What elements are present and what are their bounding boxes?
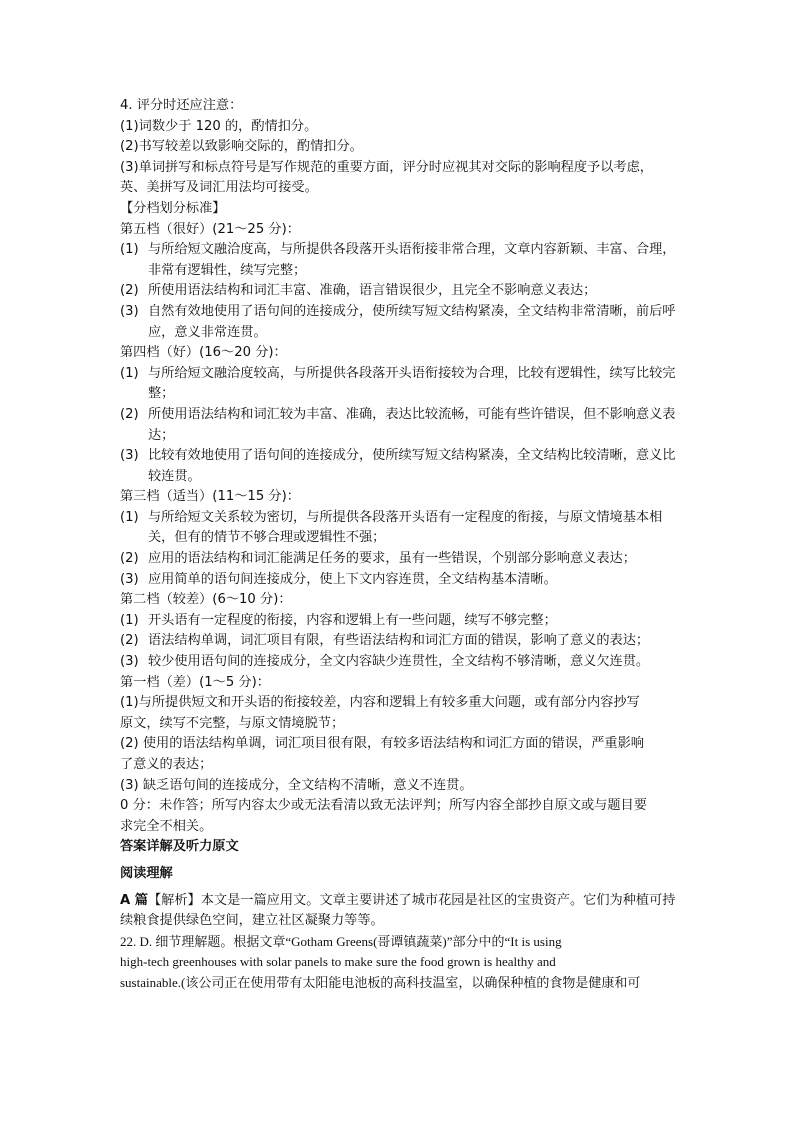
notes-item: (1)词数少于 120 的，酌情扣分。 bbox=[120, 118, 318, 134]
criterion-number: (3) bbox=[120, 654, 139, 670]
criterion-number: (2) bbox=[120, 551, 139, 567]
zero-score-line: 求完全不相关。 bbox=[120, 818, 213, 834]
grade-title: 第四档（好）(16～20 分)： bbox=[120, 345, 287, 361]
grade-criterion bbox=[120, 302, 682, 343]
criterion-text: 开头语有一定程度的衔接，内容和逻辑上有一些问题，续写不够完整； bbox=[148, 612, 557, 628]
grade-criterion bbox=[120, 549, 682, 570]
notes-item: (2)书写较差以致影响交际的，酌情扣分。 bbox=[120, 139, 363, 155]
grade-criterion bbox=[120, 281, 682, 302]
criterion-number: (1) bbox=[120, 242, 139, 258]
grade-list bbox=[120, 220, 682, 673]
criterion-text: 语法结构单调，词汇项目有限，有些语法结构和词汇方面的错误，影响了意义的表达； bbox=[148, 633, 650, 649]
grade-criterion bbox=[120, 652, 682, 673]
criterion-text: 与所给短文融洽度高，与所提供各段落开头语衔接非常合理，文章内容新颖、丰富、合理，非常有逻辑性，续写完整； bbox=[148, 242, 676, 278]
criterion-number: (3) bbox=[120, 303, 139, 319]
grade-title: 第三档（适当）(11～15 分)： bbox=[120, 489, 300, 505]
passage-text: 【解析】本文是一篇应用文。文章主要讲述了城市花园是社区的宝贵资产。它们为种植可持续粮食提供绿色空间，建立社区凝聚力等等。 bbox=[120, 892, 676, 929]
grade-line: (3) 缺乏语句间的连接成分，全文结构不清晰，意义不连贯。 bbox=[120, 777, 473, 793]
criterion-text: 所使用语法结构和词汇丰富、准确，语言错误很少，且完全不影响意义表达； bbox=[148, 283, 597, 299]
grade-criterion bbox=[120, 570, 682, 591]
criterion-number: (2) bbox=[120, 283, 139, 299]
criterion-number: (1) bbox=[120, 612, 139, 628]
grade-line: 原文，续写不完整，与原文情境脱节； bbox=[120, 715, 345, 731]
passage-a-summary bbox=[120, 891, 682, 932]
grade-title: 第二档（较差）(6～10 分)： bbox=[120, 592, 292, 608]
document-page bbox=[120, 96, 682, 994]
passage-label: A 篇 bbox=[120, 892, 148, 908]
grade-criterion bbox=[120, 631, 682, 652]
criterion-text: 应用的语法结构和词汇能满足任务的要求，虽有一些错误，个别部分影响意义表达； bbox=[148, 551, 636, 567]
grade-title: 第一档（差）(1～5 分)： bbox=[120, 674, 270, 690]
grade-line: (1)与所提供短文和开头语的衔接较差，内容和逻辑上有较多重大问题，或有部分内容抄写 bbox=[120, 695, 640, 711]
criterion-text: 自然有效地使用了语句间的连接成分，使所续写短文结构紧凑，全文结构非常清晰，前后呼应，意义非常连贯。 bbox=[148, 303, 676, 340]
grade-title: 第五档（很好）(21～25 分)： bbox=[120, 221, 300, 237]
criterion-text: 应用简单的语句间连接成分，使上下文内容连贯，全文结构基本清晰。 bbox=[148, 571, 557, 587]
notes-item: (3)单词拼写和标点符号是写作规范的重要方面，评分时应视其对交际的影响程度予以考虑， bbox=[120, 159, 653, 175]
question-22-line: high-tech greenhouses with solar panels to make sure the food grown is healthy and bbox=[120, 954, 556, 970]
grade-criterion bbox=[120, 364, 682, 405]
grade-criterion bbox=[120, 405, 682, 446]
answers-title: 答案详解及听力原文 bbox=[120, 839, 239, 855]
grade-criterion bbox=[120, 508, 682, 549]
notes-item: 英、美拼写及词汇用法均可接受。 bbox=[120, 180, 318, 196]
criterion-number: (2) bbox=[120, 633, 139, 649]
criterion-number: (3) bbox=[120, 571, 139, 587]
criterion-text: 比较有效地使用了语句间的连接成分，使所续写短文结构紧凑，全文结构比较清晰，意义比较连贯。 bbox=[148, 448, 676, 484]
criterion-number: (1) bbox=[120, 365, 139, 381]
question-22-line: 22. D. 细节理解题。根据文章“Gotham Greens(哥谭镇蔬菜)”部分中的“It is using bbox=[120, 933, 562, 949]
grade-criterion bbox=[120, 240, 682, 281]
grade-line: 了意义的表达； bbox=[120, 757, 213, 772]
criterion-text: 与所给短文关系较为密切，与所提供各段落开头语有一定程度的衔接，与原文情境基本相关，但有的情节不够合理或逻辑性不强； bbox=[148, 509, 663, 546]
grade-criterion bbox=[120, 446, 682, 487]
zero-score-line: 0 分：未作答；所写内容太少或无法看清以致无法评判；所写内容全部抄自原文或与题目要 bbox=[120, 798, 647, 814]
grade-criterion bbox=[120, 611, 682, 632]
grade-line: (2) 使用的语法结构单调，词汇项目很有限，有较多语法结构和词汇方面的错误，严重影响 bbox=[120, 736, 644, 752]
criterion-number: (1) bbox=[120, 509, 139, 525]
standard-title: 【分档划分标准】 bbox=[120, 200, 226, 216]
reading-title: 阅读理解 bbox=[120, 865, 173, 881]
criterion-number: (3) bbox=[120, 448, 139, 464]
criterion-text: 较少使用语句间的连接成分，全文内容缺少连贯性，全文结构不够清晰，意义欠连贯。 bbox=[148, 654, 650, 670]
question-22-line: sustainable.(该公司正在使用带有太阳能电池板的高科技温室，以确保种植的食物是健康和可 bbox=[120, 974, 641, 990]
criterion-text: 与所给短文融洽度较高，与所提供各段落开头语衔接较为合理，比较有逻辑性，续写比较完整； bbox=[148, 365, 676, 402]
criterion-number: (2) bbox=[120, 406, 139, 422]
criterion-text: 所使用语法结构和词汇较为丰富、准确，表达比较流畅，可能有些许错误，但不影响意义表达； bbox=[148, 406, 676, 443]
notes-heading: 4. 评分时还应注意： bbox=[120, 98, 243, 113]
